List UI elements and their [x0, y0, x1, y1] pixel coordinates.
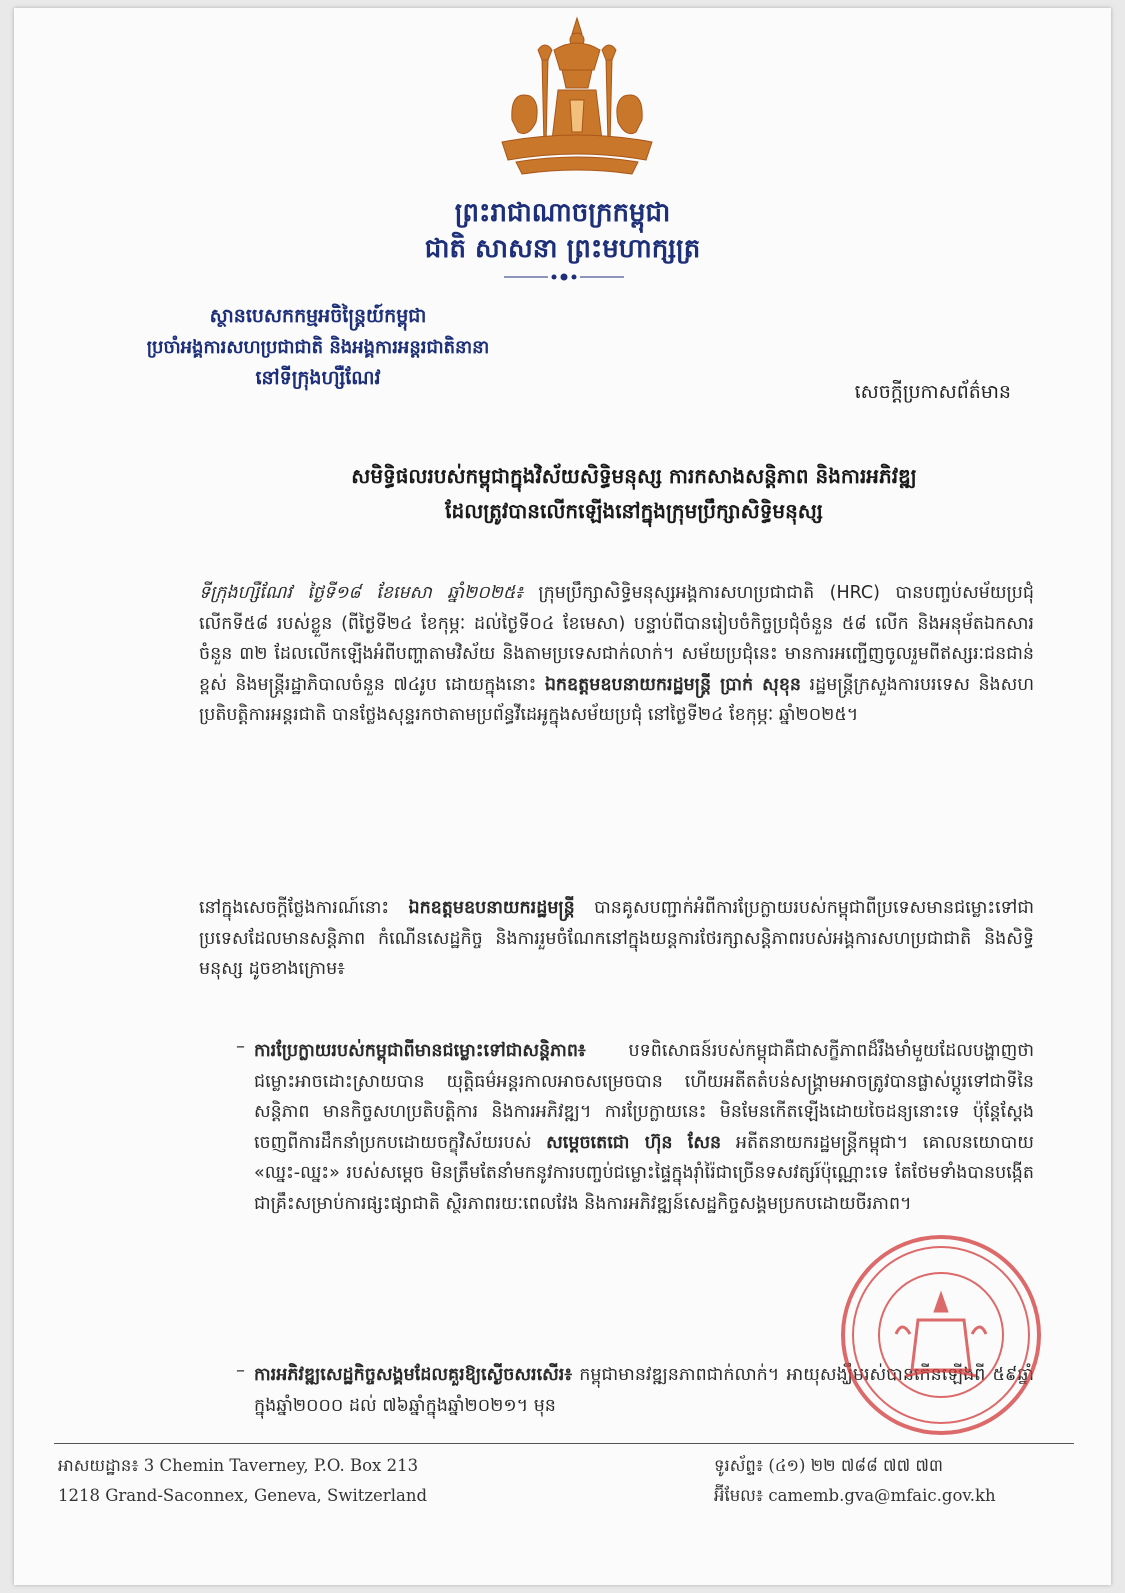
footer-address-line2: 1218 Grand-Saconnex, Geneva, Switzerland: [58, 1486, 428, 1505]
paragraph-2-bold: ឯកឧត្តមឧបនាយករដ្ឋមន្ត្រី: [408, 898, 575, 918]
bullet-1-heading: ការប្រែក្លាយរបស់កម្ពុជាពីមានជម្លោះទៅជាសន្តិភាព៖: [254, 1041, 586, 1061]
bullet-2-dash: –: [236, 1360, 245, 1381]
bullet-2-text: កម្ពុជាមានវឌ្ឍនភាពជាក់លាក់។ អាយុសង្ឃឹមរស់បានកើនឡើងពី ៥៩ឆ្នាំក្នុងឆ្នាំ២០០០ ដល់ ៧៦ឆ្នាំក្នុងឆ្នាំ២០២១។ មុន: [254, 1365, 1034, 1416]
paragraph-1-bold: ឯកឧត្តមឧបនាយករដ្ឋមន្ត្រី ប្រាក់ សុខុន: [544, 674, 802, 695]
document-page: [14, 8, 1111, 1585]
dateline: ទីក្រុងហ្សឺណែវ ថ្ងៃទី១៨ ខែមេសា ឆ្នាំ២០២៥៖: [199, 583, 523, 603]
mission-name-line2: ប្រចាំអង្គការសហប្រជាជាតិ និងអង្គការអន្តរជាតិនានា: [146, 337, 490, 358]
bullet-1-text-b: អតីតនាយករដ្ឋមន្ត្រីកម្ពុជា។ គោលនយោបាយ «ឈ្នះ-ឈ្នះ» របស់សម្តេច មិនត្រឹមតែនាំមកនូវការបញ្ចប់ជម្លោះផ្ទៃក្នុងរ៉ាំរ៉ៃជាច្រើនទសវត្សរ៍ប៉ុណ្ណោះទេ តែថែមទាំងបានបង្កើតជាគ្រឹះសម្រាប់ការផ្សះផ្សាជាតិ ស្ថិរភាពរយៈពេលវែង និងការអភិវឌ្ឍន៍សេដ្ឋកិច្ចសង្គមប្រកបដោយចីរភាព។: [254, 1132, 1034, 1214]
paragraph-1: [199, 578, 1034, 731]
footer-divider: [54, 1443, 1074, 1444]
footer-address-line1: អាសយដ្ឋាន៖ 3 Chemin Taverney, P.O. Box 213: [58, 1456, 419, 1475]
paragraph-1-text-b: រដ្ឋមន្ត្រីក្រសួងការបរទេស និងសហប្រតិបត្តិការអន្តរជាតិ បានថ្លែងសុន្ទរកថាតាមប្រព័ន្ធវីដេអូក្នុងសម័យប្រជុំ នៅថ្ងៃទី២៤ ខែកុម្ភៈ ឆ្នាំ២០២៥។: [199, 674, 1034, 725]
official-seal-stamp-icon: [836, 1230, 1046, 1440]
bullet-1-text-a: បទពិសោធន៍របស់កម្ពុជាគឺជាសក្ខីភាពដ៏រឹងមាំមួយដែលបង្ហាញថា ជម្លោះអាចដោះស្រាយបាន យុត្តិធម៌អន្តរកាលអាចសម្រេចបាន ហើយអតីតតំបន់សង្គ្រាមអាចត្រូវបានផ្លាស់ប្តូរទៅជាទីនៃសន្តិភាព មានកិច្ចសហប្រតិបត្តិការ និងការអភិវឌ្ឍ។ ការប្រែក្លាយនេះ មិនមែនកើតឡើងដោយចៃដន្យនោះទេ ប៉ុន្តែស្តែងចេញពីការដឹកនាំប្រកបដោយចក្ខុវិស័យរបស់: [254, 1041, 1034, 1153]
footer-email[interactable]: អ៊ីមែល៖ camemb.gva@mfaic.gov.kh: [714, 1486, 996, 1505]
press-release-title-line2: ដែលត្រូវបានលើកឡើងនៅក្នុងក្រុមប្រឹក្សាសិទ្ធិមនុស្ស: [445, 499, 823, 523]
paragraph-2-text-a: នៅក្នុងសេចក្តីថ្លែងការណ៍នោះ: [199, 898, 409, 918]
mission-name-line3: នៅទីក្រុងហ្សឺណែវ: [255, 367, 381, 389]
bullet-1: [254, 1036, 1034, 1219]
royal-emblem-icon: [482, 10, 672, 190]
press-release-title-line1: សមិទ្ធិផលរបស់កម្ពុជាក្នុងវិស័យសិទ្ធិមនុស្ស ការកសាងសន្តិភាព និងការអភិវឌ្ឍ: [351, 464, 917, 488]
paragraph-1-text-a: ក្រុមប្រឹក្សាសិទ្ធិមនុស្សអង្គការសហប្រជាជាតិ (HRC) បានបញ្ចប់សម័យប្រជុំលើកទី៥៨ របស់ខ្លួន (ពីថ្ងៃទី២៤ ខែកុម្ភៈ ដល់ថ្ងៃទី០៤ ខែមេសា) បន្ទាប់ពីបានរៀបចំកិច្ចប្រជុំចំនួន ៥៨ លើក និងអនុម័តឯកសារចំនួន ៣២ ដែលលើកឡើងអំពីបញ្ហាតាមវិស័យ និងតាមប្រទេសជាក់លាក់។ សម័យប្រជុំនេះ មានការអញ្ជើញចូលរួមពីឥស្សរៈជនជាន់ខ្ពស់ និងមន្ត្រីរដ្ឋាភិបាលចំនួន ៧៤រូប ដោយក្នុងនោះ: [199, 583, 1034, 695]
kingdom-name: ព្រះរាជាណាចក្រកម្ពុជា: [454, 198, 671, 228]
paragraph-2: [199, 893, 1034, 985]
footer-phone: ទូរស័ព្ទ៖ (៤១) ២២ ៧៨៨ ៧៧ ៧៣: [714, 1456, 943, 1475]
divider-ornament-icon: [504, 270, 624, 284]
bullet-2-heading: ការអភិវឌ្ឍសេដ្ឋកិច្ចសង្គមដែលគួរឱ្យស្ងើចសរសើរ៖: [254, 1365, 573, 1385]
bullet-1-dash: –: [236, 1036, 245, 1057]
national-motto: ជាតិ សាសនា ព្រះមហាក្សត្រ: [424, 234, 701, 264]
paragraph-2-text-b: បានគូសបញ្ជាក់អំពីការប្រែក្លាយរបស់កម្ពុជាពីប្រទេសមានជម្លោះទៅជាប្រទេសដែលមានសន្តិភាព កំណើនសេដ្ឋកិច្ច និងការរួមចំណែកនៅក្នុងយន្តការថែរក្សាសន្តិភាពរបស់អង្គការសហប្រជាជាតិ និងសិទ្ធិមនុស្ស ដូចខាងក្រោម៖: [199, 898, 1034, 979]
document-type-label: សេចក្តីប្រកាសព័ត៌មាន: [854, 381, 1011, 403]
bullet-1-bold: សម្តេចតេជោ ហ៊ុន សែន: [546, 1132, 722, 1153]
mission-name-line1: ស្ថានបេសកកម្មអចិន្ត្រៃយ៍កម្ពុជា: [209, 305, 427, 327]
